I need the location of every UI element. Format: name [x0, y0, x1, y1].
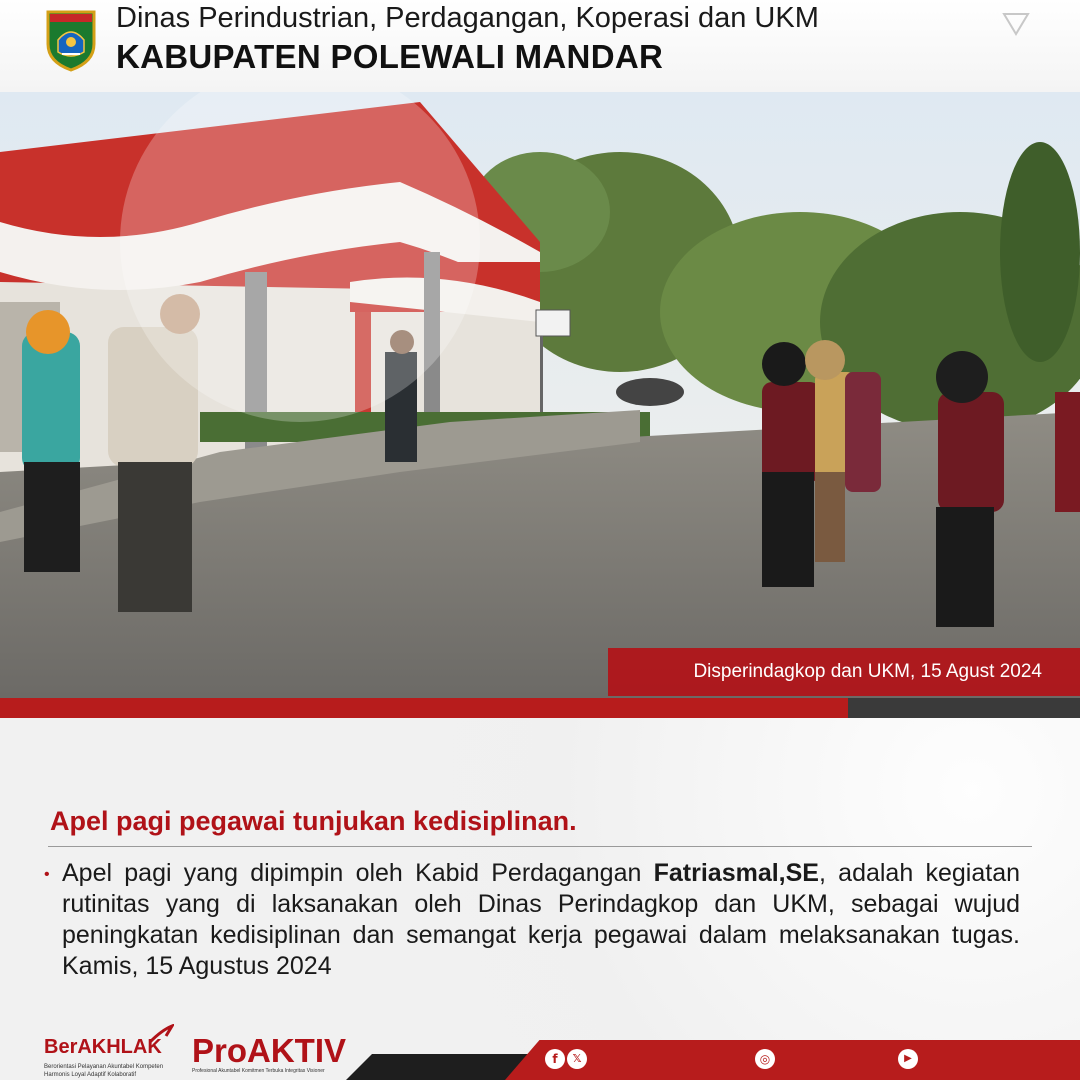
photo-caption: Disperindagkop dan UKM, 15 Agust 2024	[608, 648, 1080, 696]
triangle-down-icon	[1002, 12, 1030, 36]
proaktiv-title: ProAKTIV	[192, 1032, 347, 1069]
footer-red-strip	[505, 1040, 1080, 1080]
x-icon[interactable]: 𝕏	[567, 1049, 587, 1069]
proaktiv-values: Profesional Akuntabel Komitmen Terbuka Integritas Visioner	[192, 1068, 325, 1074]
article-headline: Apel pagi pegawai tunjukan kedisiplinan.	[50, 806, 577, 836]
bullet-dot-icon: •	[44, 866, 50, 883]
agency-name: Dinas Perindustrian, Perdagangan, Koperasi dan UKM	[116, 2, 819, 34]
berakhlak-swoosh-icon	[148, 1024, 174, 1044]
youtube-icon[interactable]: ▶	[898, 1049, 918, 1069]
official-name: Fatriasmal,SE	[653, 859, 819, 887]
headline-divider	[48, 846, 1032, 847]
instagram-icon[interactable]: ◎	[755, 1049, 775, 1069]
header-bar	[0, 0, 1080, 92]
article-paragraph	[62, 858, 1020, 982]
regency-name: KABUPATEN POLEWALI MANDAR	[116, 38, 664, 75]
red-divider-band	[0, 698, 848, 718]
event-photo	[0, 92, 1080, 698]
facebook-icon[interactable]: f	[545, 1049, 565, 1069]
proaktiv-logo	[192, 1026, 352, 1074]
berakhlak-values: Berorientasi Pelayanan Akuntabel Kompeten Harmonis Loyal Adaptif Kolaboratif	[44, 1064, 164, 1078]
berakhlak-logo	[44, 1024, 174, 1078]
berakhlak-title: BerAKHLAK	[44, 1036, 162, 1058]
regency-crest-icon	[44, 10, 98, 72]
paragraph-text-start: Apel pagi yang dipimpin oleh Kabid Perdagangan	[62, 859, 654, 887]
dark-divider-band	[848, 698, 1080, 718]
paragraph-text-end: , adalah kegiatan rutinitas yang di laksanakan oleh Dinas Perindagkop dan UKM, sebagai wujud peningkatan kedisiplinan dan semangat kerja pegawai dalam melaksanakan tugas. Kamis, 15 Agustus 2024	[62, 859, 1020, 980]
